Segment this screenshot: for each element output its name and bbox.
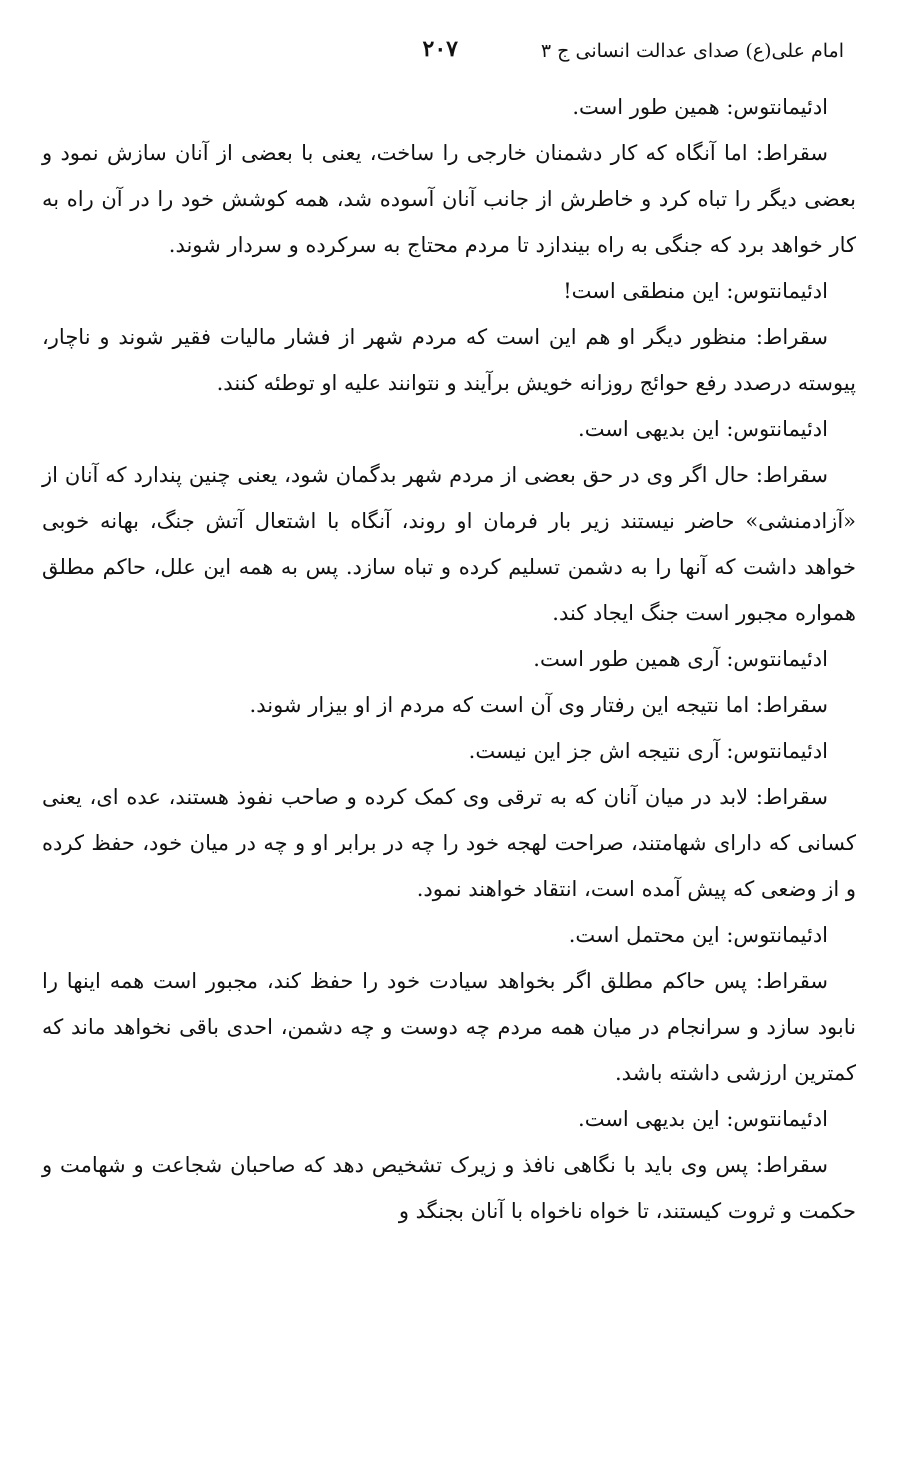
dialogue-line-socrates: سقراط: منظور دیگر او هم این است که مردم شهر از فشار مالیات فقیر شوند و ناچار، پیوسته درصدد رفع حوائج روزانه خویش برآیند و نتوانند علیه او توطئه کنند.	[42, 325, 856, 395]
dialogue-line-adeimantus: ادئیمانتوس: این منطقی است!	[563, 279, 828, 303]
dialogue-line-socrates: سقراط: پس وی باید با نگاهی نافذ و زیرک تشخیص دهد که صاحبان شجاعت و شهامت و حکمت و ثروت کیستند، تا خواه ناخواه با آنان بجنگد و	[42, 1153, 856, 1223]
dialogue-line-socrates: سقراط: اما آنگاه که کار دشمنان خارجی را ساخت، یعنی با بعضی از آنان سازش نمود و بعضی دیگر را تباه کرد و خاطرش از جانب آنان آسوده شد، همه کوشش خود را در آن راه به کار خواهد برد که جنگی به راه بیندازد تا مردم محتاج به سرکرده و سردار شوند.	[42, 141, 856, 257]
dialogue-line-socrates: سقراط: پس حاکم مطلق اگر بخواهد سیادت خود را حفظ کند، مجبور است همه اینها را نابود سازد و سرانجام در میان همه مردم چه دوست و چه دشمن، احدی باقی نخواهد ماند که کمترین ارزشی داشته باشد.	[42, 969, 856, 1085]
dialogue-line-socrates: سقراط: لابد در میان آنان که به ترقی وی کمک کرده و صاحب نفوذ هستند، عده ای، یعنی کسانی که دارای شهامتند، صراحت لهجه خود را چه در برابر او و چه در میان خود، حفظ کرده و از وضعی که پیش آمده است، انتقاد خواهند نمود.	[42, 785, 856, 901]
page-number: ۲۰۷	[422, 36, 458, 62]
book-title: امام علی(ع) صدای عدالت انسانی ج ۳	[540, 40, 844, 62]
dialogue-line-adeimantus: ادئیمانتوس: همین طور است.	[572, 95, 828, 119]
dialogue-line-adeimantus: ادئیمانتوس: آری همین طور است.	[533, 647, 828, 671]
dialogue-line-adeimantus: ادئیمانتوس: این بدیهی است.	[578, 417, 828, 441]
dialogue-line-adeimantus: ادئیمانتوس: آری نتیجه اش جز این نیست.	[468, 739, 828, 763]
dialogue-line-adeimantus: ادئیمانتوس: این محتمل است.	[568, 923, 828, 947]
page-body	[42, 84, 856, 1234]
dialogue-line-adeimantus: ادئیمانتوس: این بدیهی است.	[578, 1107, 828, 1131]
dialogue-line-socrates: سقراط: حال اگر وی در حق بعضی از مردم شهر بدگمان شود، یعنی چنین پندارد که آنان از «آزادمنشی» حاضر نیستند زیر بار فرمان او روند، آنگاه با اشتعال آتش جنگ، بهانه خوبی خواهد داشت که آنها را به دشمن تسلیم کرده و تباه سازد. پس به همه این علل، حاکم مطلق همواره مجبور است جنگ ایجاد کند.	[42, 463, 856, 625]
dialogue-line-socrates: سقراط: اما نتیجه این رفتار وی آن است که مردم از او بیزار شوند.	[249, 693, 828, 717]
running-header	[42, 34, 858, 74]
